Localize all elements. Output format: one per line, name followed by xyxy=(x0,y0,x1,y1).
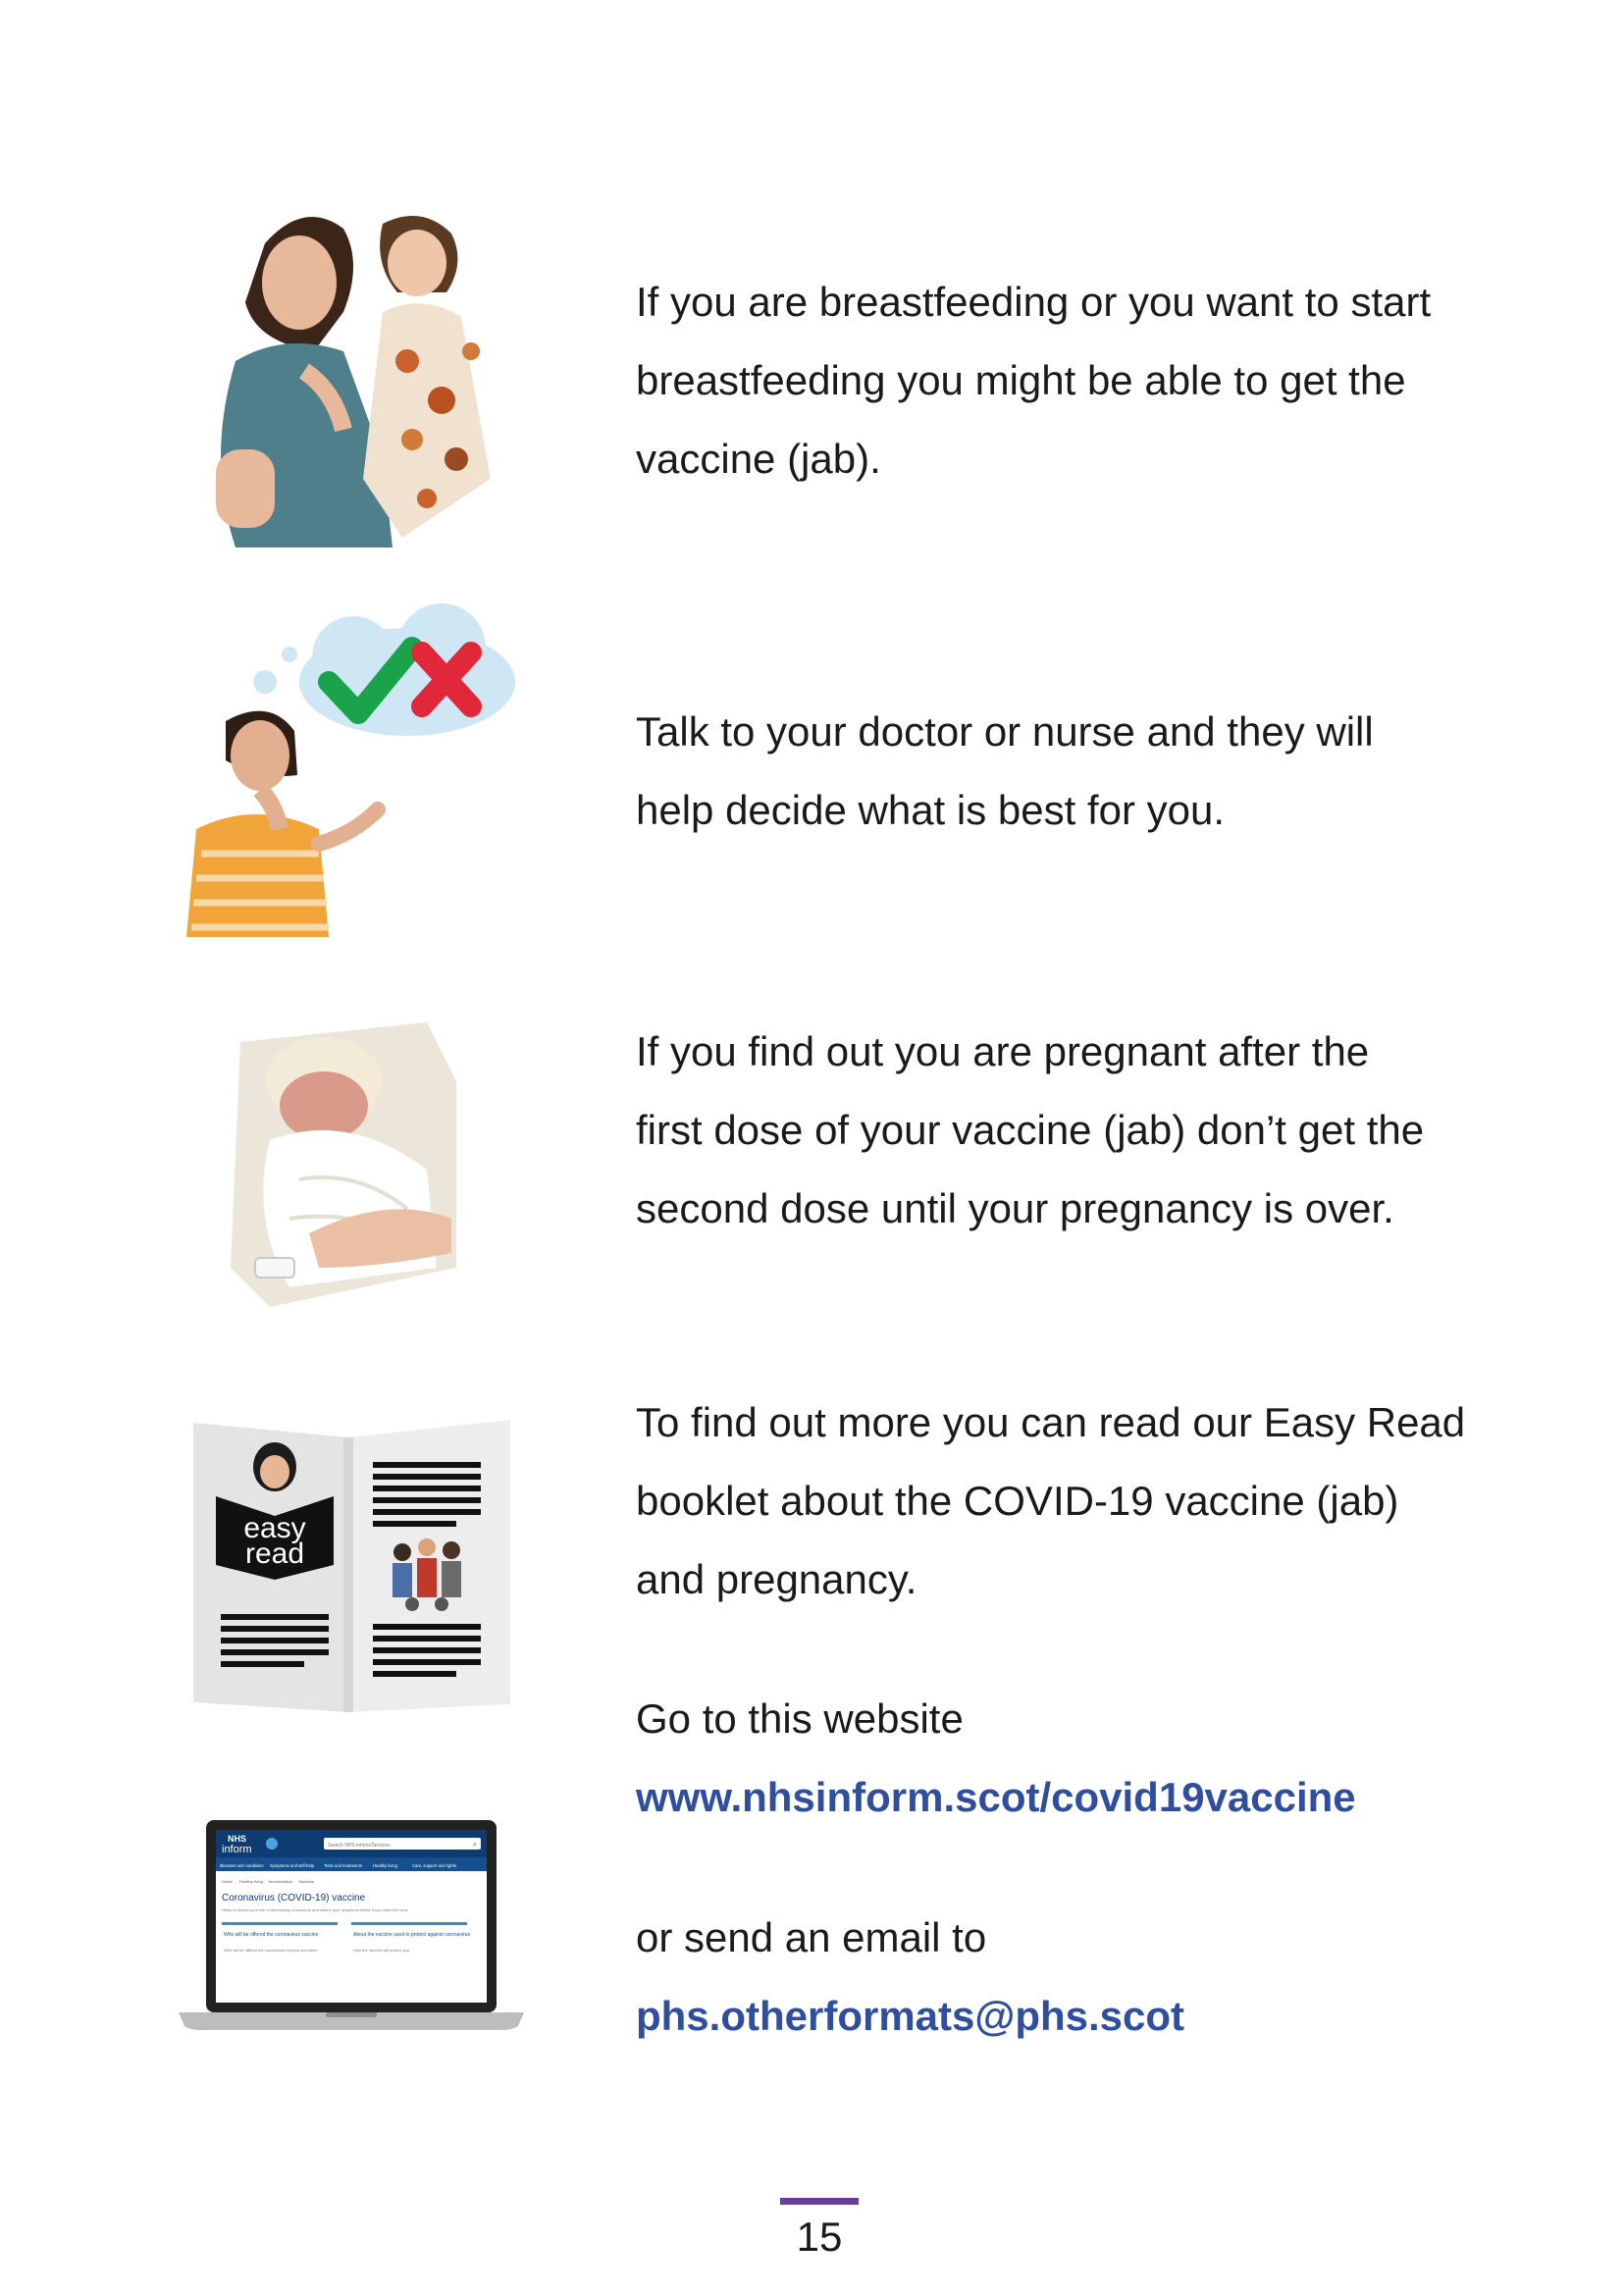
laptop-card-title: Who will be offered the coronavirus vaccine xyxy=(224,1932,319,1938)
email-text xyxy=(636,1899,1578,2056)
text-line: To find out more you can read our Easy Read xyxy=(636,1399,1466,1445)
laptop-logo-bottom: inform xyxy=(222,1844,252,1855)
page-number: 15 xyxy=(796,2214,843,2260)
laptop-breadcrumb: Healthy living xyxy=(239,1879,263,1884)
text-line: and pregnancy. xyxy=(636,1556,917,1602)
laptop-card-text: Who will be offered the coronavirus vaccine and when xyxy=(224,1948,318,1953)
laptop-nav-item: Symptoms and self-help xyxy=(270,1863,314,1868)
laptop-page-heading: Coronavirus (COVID-19) vaccine xyxy=(222,1893,366,1903)
pregnant-after-dose-text xyxy=(636,1013,1578,1248)
mother-holding-child-photo xyxy=(196,204,500,547)
text-line: If you are breastfeeding or you want to start xyxy=(636,279,1432,325)
text-line: If you find out you are pregnant after the xyxy=(636,1028,1370,1074)
text-line: booklet about the COVID-19 vaccine (jab) xyxy=(636,1478,1399,1524)
website-intro: Go to this website xyxy=(636,1695,964,1742)
easy-read-booklet-text xyxy=(636,1383,1578,1619)
easy-read-booklet-icon xyxy=(191,1418,515,1717)
laptop-breadcrumb: Home xyxy=(222,1879,233,1884)
text-line: first dose of your vaccine (jab) don’t get the xyxy=(636,1107,1425,1153)
text-line: Talk to your doctor or nurse and they will xyxy=(636,708,1374,755)
text-line: breastfeeding you might be able to get the xyxy=(636,357,1406,403)
newborn-baby-photo xyxy=(231,1022,456,1307)
text-line: help decide what is best for you. xyxy=(636,787,1226,833)
email-link[interactable]: phs.otherformats@phs.scot xyxy=(636,1993,1185,2039)
laptop-logo-top: NHS xyxy=(228,1834,247,1844)
laptop-breadcrumb: Immunisation xyxy=(269,1879,292,1884)
laptop-nav-item: Care, support and rights xyxy=(412,1863,456,1868)
laptop-card-text: How the vaccine will protect you xyxy=(353,1948,409,1953)
laptop-nav-item: Illnesses and conditions xyxy=(220,1863,264,1868)
website-text xyxy=(636,1680,1578,1837)
text-line: vaccine (jab). xyxy=(636,436,881,482)
laptop-page-intro: Helps to reduce your risk of developing coronavirus and makes your symptoms milder if you catch the virus xyxy=(222,1907,408,1912)
laptop-search-placeholder: Search NHS inform/Services xyxy=(328,1843,391,1849)
page-number-rule xyxy=(780,2198,859,2205)
laptop-nav-item: Healthy living xyxy=(373,1863,397,1868)
laptop-search-icon: ⌕ xyxy=(473,1842,477,1849)
talk-to-doctor-text xyxy=(636,693,1578,850)
laptop-logo-bubble-icon xyxy=(266,1838,278,1850)
laptop-nav-item: Tests and treatments xyxy=(324,1863,362,1868)
woman-thinking-tick-cross-icon xyxy=(182,603,525,937)
easy-read-logo-word: easy xyxy=(243,1512,306,1544)
laptop-breadcrumb: Vaccines xyxy=(298,1879,314,1884)
laptop-card-title: About the vaccine used to protect against coronavirus xyxy=(353,1932,470,1938)
website-link[interactable]: www.nhsinform.scot/covid19vaccine xyxy=(636,1774,1356,1820)
breastfeeding-text xyxy=(636,263,1578,498)
email-intro: or send an email to xyxy=(636,1914,987,1960)
easy-read-logo-word: read xyxy=(244,1538,305,1570)
text-line: second dose until your pregnancy is over. xyxy=(636,1185,1394,1231)
laptop-website-icon xyxy=(179,1820,524,2036)
